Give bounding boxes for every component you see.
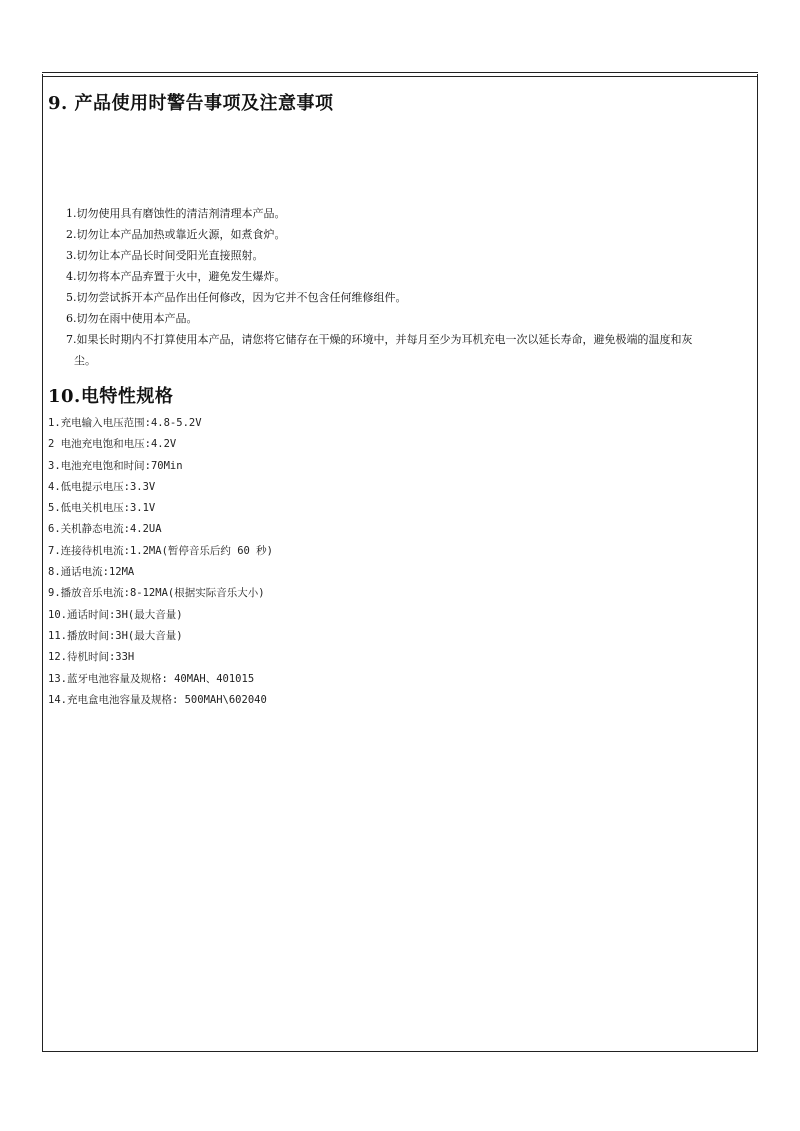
spec-item: 1.充电输入电压范围:4.8-5.2V <box>48 417 202 429</box>
warning-item: 3.切勿让本产品长时间受阳光直接照射。 <box>66 249 264 262</box>
warning-item: 6.切勿在雨中使用本产品。 <box>66 312 198 325</box>
spec-item: 5.低电关机电压:3.1V <box>48 502 156 515</box>
warning-item <box>66 329 756 371</box>
spec-item: 13.蓝牙电池容量及规格: 40MAH、401015 <box>48 672 255 685</box>
warning-item: 2.切勿让本产品加热或靠近火源，如煮食炉。 <box>66 228 286 241</box>
spec-item: 7.连接待机电流:1.2MA(暂停音乐后约 60 秒) <box>48 544 274 557</box>
spec-item: 4.低电提示电压:3.3V <box>48 480 156 493</box>
spec-item: 8.通话电流:12MA <box>48 566 135 579</box>
section-9-title: 9. 产品使用时警告事项及注意事项 <box>48 93 334 114</box>
warning-item: 5.切勿尝试拆开本产品作出任何修改，因为它并不包含任何维修组件。 <box>66 291 407 304</box>
spec-item: 3.电池充电饱和时间:70Min <box>48 459 183 472</box>
warning-item: 4.切勿将本产品弃置于火中，避免发生爆炸。 <box>66 270 286 283</box>
section-10-title: 10.电特性规格 <box>48 386 174 407</box>
spec-list <box>48 413 273 711</box>
spec-item: 6.关机静态电流:4.2UA <box>48 523 162 536</box>
spec-item: 12.待机时间:33H <box>48 651 135 664</box>
warning-item-7-line1: 7.如果长时期内不打算使用本产品，请您将它储存在干燥的环境中，并每月至少为耳机充电一次以延长寿命，避免极端的温度和灰 <box>66 333 693 346</box>
spec-item: 11.播放时间:3H(最大音量) <box>48 629 183 642</box>
spec-item: 9.播放音乐电流:8-12MA(根据实际音乐大小) <box>48 587 265 600</box>
warning-item: 1.切勿使用具有磨蚀性的清洁剂清理本产品。 <box>66 207 286 220</box>
warning-item-7-line2: 尘。 <box>74 354 96 367</box>
warning-list <box>66 203 756 371</box>
spec-item: 2 电池充电饱和电压:4.2V <box>48 438 177 451</box>
spec-item: 10.通话时间:3H(最大音量) <box>48 608 183 621</box>
spec-item: 14.充电盒电池容量及规格: 500MAH\602040 <box>48 693 267 706</box>
